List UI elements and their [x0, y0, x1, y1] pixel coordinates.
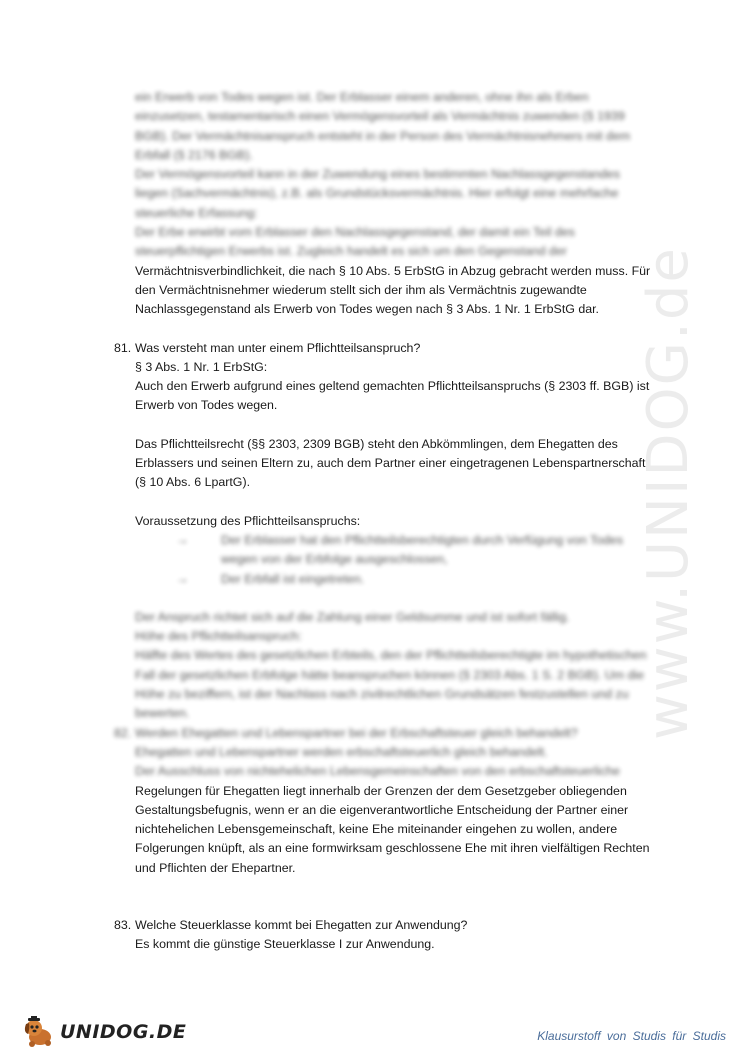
blurred-line: Ehegatten und Lebenspartner werden erbschaftsteuerlich gleich behandelt.: [135, 744, 548, 759]
text-line: Erblassers und seinen Eltern zu, auch dem Partner einer eingetragenen Lebenspartnerschaft: [135, 456, 646, 471]
arrow-icon: →: [176, 532, 189, 547]
blurred-line: Der Erbe erwirbt vom Erblasser den Nachlassgegenstand, der damit ein Teil des: [135, 225, 575, 240]
blurred-line: Der Erblasser hat den Pflichtteilsberechtigten durch Verfügung von Todes: [221, 532, 624, 547]
text-line: § 3 Abs. 1 Nr. 1 ErbStG:: [135, 359, 268, 374]
intro-section: [114, 88, 674, 320]
blurred-line: Der Erbfall ist eingetreten.: [221, 571, 365, 586]
text-line: Regelungen für Ehegatten liegt innerhalb der Grenzen der dem Gesetzgeber obliegenden: [135, 783, 627, 798]
footer-slogan: Klausurstoff von Studis für Studis: [537, 1029, 726, 1043]
question-text: Welche Steuerklasse kommt bei Ehegatten zur Anwendung?: [135, 917, 468, 932]
blurred-line: Fall der gesetzlichen Erbfolge hätte beanspruchen können (§ 2303 Abs. 1 S. 2 BGB). Um die: [135, 667, 645, 682]
blurred-line: steuerpflichtigen Erwerbs ist. Zugleich handelt es sich um den Gegenstand der: [135, 244, 567, 259]
watermark: www.UNIDOG.de: [636, 246, 701, 740]
question-number: 81.: [114, 340, 132, 355]
blurred-line: BGB). Der Vermächtnisanspruch entsteht in der Person des Vermächtnisnehmers mit dem: [135, 128, 631, 143]
question-text: Werden Ehegatten und Lebenspartner bei der Erbschaftsteuer gleich behandelt?: [135, 725, 578, 740]
text-line: den Vermächtnisnehmer wiederum stellt sich der ihm als Vermächtnis zugewandte: [135, 282, 587, 297]
arrow-icon: →: [176, 571, 189, 586]
blurred-line: Erbfall (§ 2176 BGB).: [135, 147, 253, 162]
question-number: 82.: [114, 725, 132, 740]
document-body: [114, 88, 674, 955]
answer-text: Es kommt die günstige Steuerklasse I zur Anwendung.: [135, 937, 435, 952]
prereq-heading: Voraussetzung des Pflichtteilsanspruchs:: [135, 513, 361, 528]
text-line: Folgerungen knüpft, als an eine formwirksam geschlossene Ehe mit ihren vielfältigen Rechten: [135, 841, 650, 856]
list-item-continuation: [114, 550, 674, 569]
text-line: (§ 10 Abs. 6 LpartG).: [135, 475, 251, 490]
text-line: und Pflichten der Ehepartner.: [135, 860, 296, 875]
text-line: Erwerb von Todes wegen.: [135, 398, 278, 413]
blurred-line: Höhe zu beziffern, ist der Nachlass nach zivilrechtlichen Grundsätzen festzustellen und zu: [135, 687, 629, 702]
blurred-line: einzusetzen, testamentarisch einen Vermögensvorteil als Vermächtnis zuwenden (§ 1939: [135, 109, 625, 124]
blurred-line: Der Vermögensvorteil kann in der Zuwendung eines bestimmten Nachlassgegenstandes: [135, 167, 620, 182]
blurred-line: Der Anspruch richtet sich auf die Zahlung einer Geldsumme und ist sofort fällig.: [135, 609, 570, 624]
blurred-line: bewerten.: [135, 706, 190, 721]
blurred-line: Höhe des Pflichtteilsanspruch:: [135, 629, 302, 644]
question-81: [114, 339, 674, 724]
text-line: Das Pflichtteilsrecht (§§ 2303, 2309 BGB) steht den Abkömmlingen, dem Ehegatten des: [135, 436, 618, 451]
blurred-line: steuerliche Erfassung:: [135, 205, 258, 220]
text-line: Auch den Erwerb aufgrund eines geltend gemachten Pflichtteilsanspruchs (§ 2303 ff. BGB) ist: [135, 379, 650, 394]
question-83: [114, 916, 674, 955]
text-line: Nachlassgegenstand als Erwerb von Todes wegen nach § 3 Abs. 1 Nr. 1 ErbStG dar.: [135, 302, 600, 317]
list-item: [114, 570, 674, 589]
blurred-line: Hälfte des Wertes des gesetzlichen Erbteils, den der Pflichtteilsberechtigte im hypothetischen: [135, 648, 647, 663]
text-line: Gestaltungsbefugnis, wenn er an die eigenverantwortliche Entscheidung der Partner einer: [135, 802, 629, 817]
logo-text: UNIDOG.DE: [60, 1021, 187, 1043]
blurred-line: wegen von der Erbfolge ausgeschlossen,: [221, 552, 448, 567]
list-item: [114, 531, 674, 550]
question-text: Was versteht man unter einem Pflichtteilsanspruch?: [135, 340, 421, 355]
dog-mascot-icon: [22, 1016, 56, 1048]
unidog-logo[interactable]: [22, 1016, 186, 1048]
text-line: nichtehelichen Lebensgemeinschaft, keine Ehe miteinander eingehen zu wollen, andere: [135, 822, 618, 837]
question-number: 83.: [114, 917, 132, 932]
blurred-line: Der Ausschluss von nichtehelichen Lebensgemeinschaften von den erbschaftsteuerliche: [135, 764, 620, 779]
blurred-line: liegen (Sachvermächtnis), z.B. als Grundstücksvermächtnis. Hier erfolgt eine mehrfache: [135, 186, 619, 201]
text-line: Vermächtnisverbindlichkeit, die nach § 10 Abs. 5 ErbStG in Abzug gebracht werden muss. Für: [135, 263, 651, 278]
blurred-line: ein Erwerb von Todes wegen ist. Der Erblasser einem anderen, ohne ihn als Erben: [135, 90, 589, 104]
question-82: [114, 724, 674, 878]
